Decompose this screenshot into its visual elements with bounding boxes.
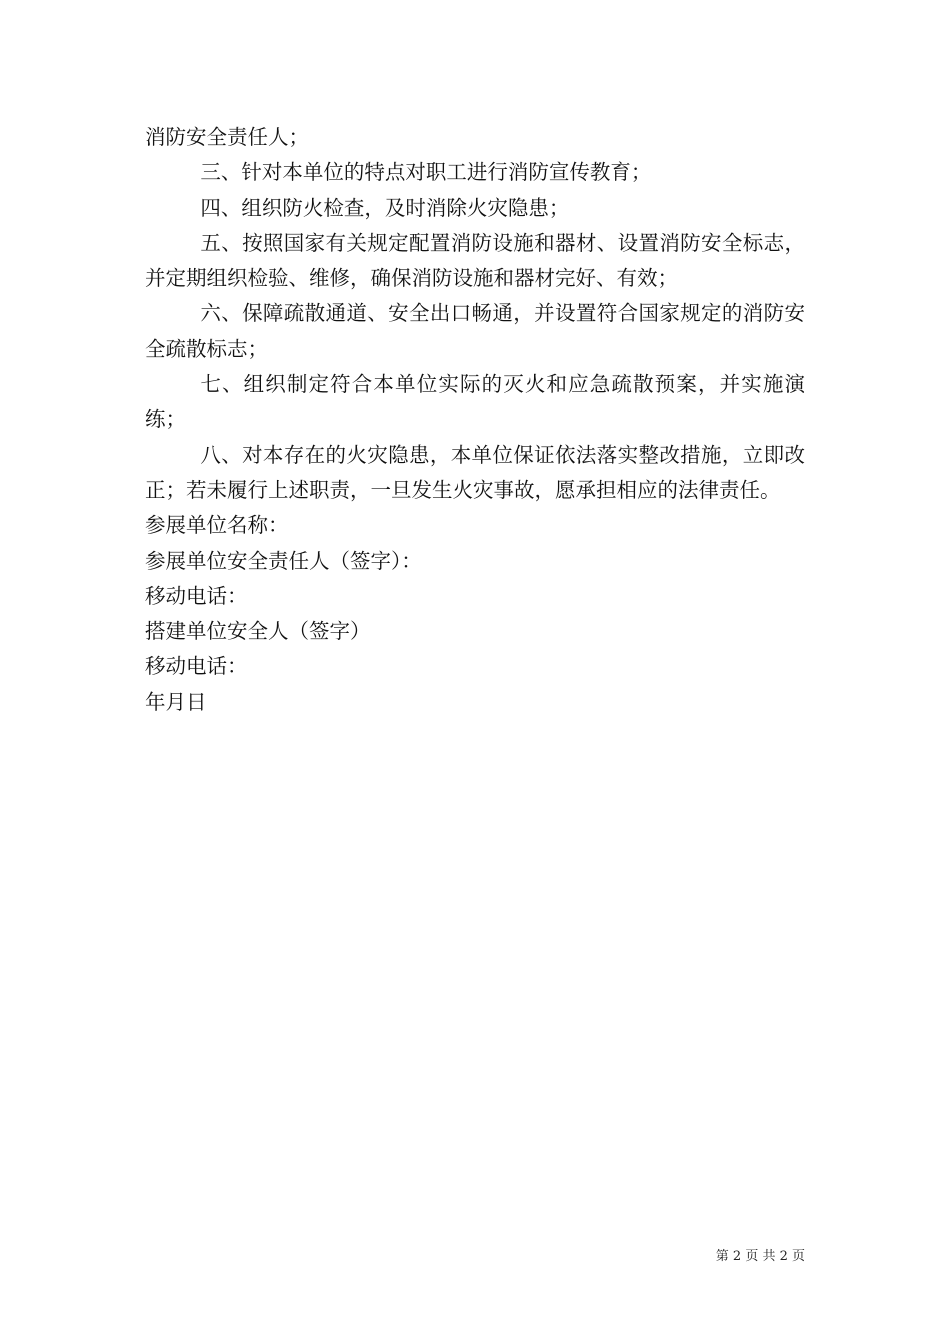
builder-safety-officer-signature-field: 搭建单位安全人（签字） [145, 619, 371, 644]
paragraph-item-7: 七、组织制定符合本单位实际的灭火和应急疏散预案，并实施演练； [145, 372, 805, 432]
builder-mobile-phone-field: 移动电话： [145, 654, 248, 679]
exhibitor-name-field: 参展单位名称： [145, 513, 289, 538]
date-field: 年月日 [145, 689, 207, 714]
paragraph-item-8: 八、对本存在的火灾隐患，本单位保证依法落实整改措施，立即改正；若未履行上述职责，一旦发生火灾事故，愿承担相应的法律责任。 [145, 442, 805, 502]
paragraph-item-6: 六、保障疏散通道、安全出口畅通，并设置符合国家规定的消防安全疏散标志； [145, 301, 805, 361]
exhibitor-mobile-phone-field: 移动电话： [145, 583, 248, 608]
paragraph-continuation: 消防安全责任人； [145, 125, 309, 149]
paragraph-item-3: 三、针对本单位的特点对职工进行消防宣传教育； [200, 160, 652, 185]
page-number-footer: 第 2 页 共 2 页 [715, 1249, 805, 1264]
exhibitor-safety-officer-signature-field: 参展单位安全责任人（签字）： [145, 548, 422, 573]
paragraph-item-5: 五、按照国家有关规定配置消防设施和器材、设置消防安全标志，并定期组织检验、维修，确保消防设施和器材完好、有效； [145, 230, 805, 291]
paragraph-item-4: 四、组织防火检查，及时消除火灾隐患； [200, 195, 570, 220]
document-body [145, 120, 805, 720]
